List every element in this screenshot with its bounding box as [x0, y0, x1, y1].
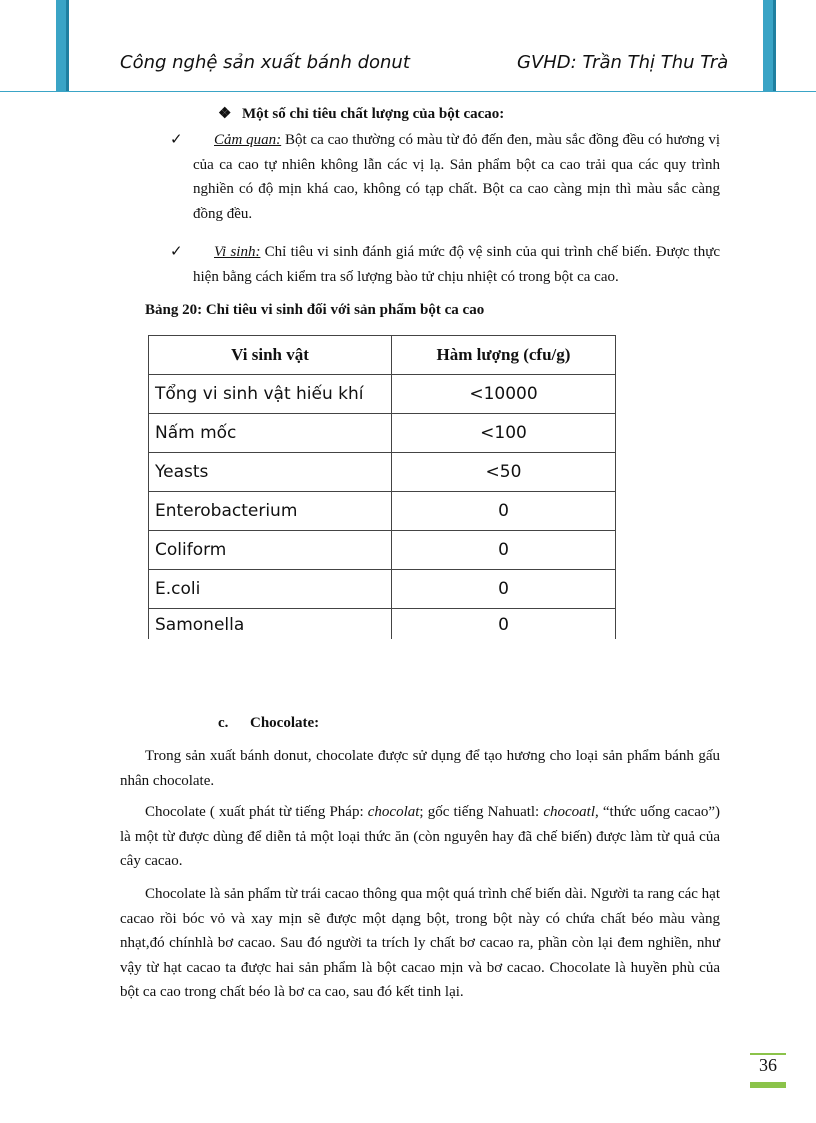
table-cell: 0 [392, 570, 616, 609]
table-cell: 0 [392, 531, 616, 570]
bullet-sensory-label: Cảm quan: [214, 132, 282, 148]
paragraph-chocolate-process: Chocolate là sản phẩm từ trái cacao thông qua một quá trình chế biến dài. Người ta rang các hạt cacao rồi bóc vỏ và xay mịn sẽ được một dạng bột, trong bột này có chứa chất béo màu vàng nhạt,đó chínhlà bơ cacao. Sau đó người ta trích ly chất bơ cacao ra, phần còn lại đem nghiền, như vậy từ hạt cacao ta được hai sản phẩm là bột cacao mịn và bơ cacao. Chocolate là huyền phù của bột ca cao trong chất béo là bơ ca cao, sau đó kết tinh lại. [120, 886, 720, 1000]
bullet-sensory [193, 128, 720, 226]
table-cell: <50 [392, 453, 616, 492]
table-cell: Samonella [149, 609, 392, 640]
bullet-microbio-text: Chỉ tiêu vi sinh đánh giá mức độ vệ sinh của qui trình chế biến. Được thực hiện bằng cách kiểm tra số lượng bào tử chịu nhiệt có trong bột ca cao. [193, 244, 720, 285]
table-row [149, 570, 616, 609]
header-title: Công nghệ sản xuất bánh donut [120, 52, 410, 73]
table-row [149, 375, 616, 414]
bullet-sensory-text: Bột ca cao thường có màu từ đỏ đến đen, màu sắc đồng đều có hương vị của ca cao tự nhiên không lẫn các vị lạ. Sản phẩm bột ca cao trải qua các quy trình nghiền có độ mịn khá cao, không có tạp chất. Bột ca cao càng mịn thì màu sắc càng đồng đều. [193, 132, 720, 222]
table-cell: Tổng vi sinh vật hiếu khí [149, 375, 392, 414]
bullet-microbio-label: Vi sinh: [214, 244, 261, 260]
page-number-bottom-bar [750, 1082, 786, 1088]
table-cell: Yeasts [149, 453, 392, 492]
microbiology-table [148, 335, 616, 639]
paragraph-chocolate-origin [120, 800, 720, 874]
table-cell: <100 [392, 414, 616, 453]
bullet-microbio [193, 240, 720, 289]
chocolate-heading-marker: c. [218, 715, 229, 731]
table-row [149, 531, 616, 570]
table-cell: Enterobacterium [149, 492, 392, 531]
table-header-cell: Vi sinh vật [149, 336, 392, 375]
page-header [0, 50, 816, 80]
section-heading [218, 102, 504, 127]
checkmark-icon: ✓ [170, 132, 183, 148]
table-cell: Nấm mốc [149, 414, 392, 453]
diamond-bullet-icon: ❖ [218, 106, 232, 122]
table-cell: Coliform [149, 531, 392, 570]
para2-italic-1: chocolat [367, 804, 420, 820]
table-row [149, 453, 616, 492]
table-header-cell: Hàm lượng (cfu/g) [392, 336, 616, 375]
para2-italic-2: chocoatl [543, 804, 595, 820]
table-caption: Bảng 20: Chỉ tiêu vi sinh đối với sản phẩm bột ca cao [145, 302, 485, 318]
table-row [149, 414, 616, 453]
para2-text-1: Chocolate ( xuất phát từ tiếng Pháp: [145, 804, 368, 820]
section-heading-text: Một số chỉ tiêu chất lượng của bột cacao: [242, 106, 505, 122]
page-number: 36 [759, 1055, 777, 1075]
header-divider [0, 91, 816, 92]
table-cell: 0 [392, 609, 616, 640]
header-instructor: GVHD: Trần Thị Thu Trà [517, 52, 729, 73]
table-cell: 0 [392, 492, 616, 531]
paragraph-chocolate-usage: Trong sản xuất bánh donut, chocolate được sử dụng để tạo hương cho loại sản phẩm bánh gấu nhân chocolate. [120, 748, 720, 789]
para2-text-2: ; gốc tiếng Nahuatl: [419, 804, 544, 820]
table-header-row [149, 336, 616, 375]
chocolate-heading-title: Chocolate: [250, 715, 320, 731]
table-row [149, 492, 616, 531]
chocolate-heading [218, 711, 319, 736]
table-cell: E.coli [149, 570, 392, 609]
table-cell: <10000 [392, 375, 616, 414]
checkmark-icon: ✓ [170, 244, 183, 260]
para2-text-3: , “thức uống cacao”) là một từ được dùng để diễn tả một loại thức ăn (còn nguyên hay đã chế biến) được làm từ quả của cây cacao. [120, 804, 720, 869]
table-row [149, 609, 616, 640]
